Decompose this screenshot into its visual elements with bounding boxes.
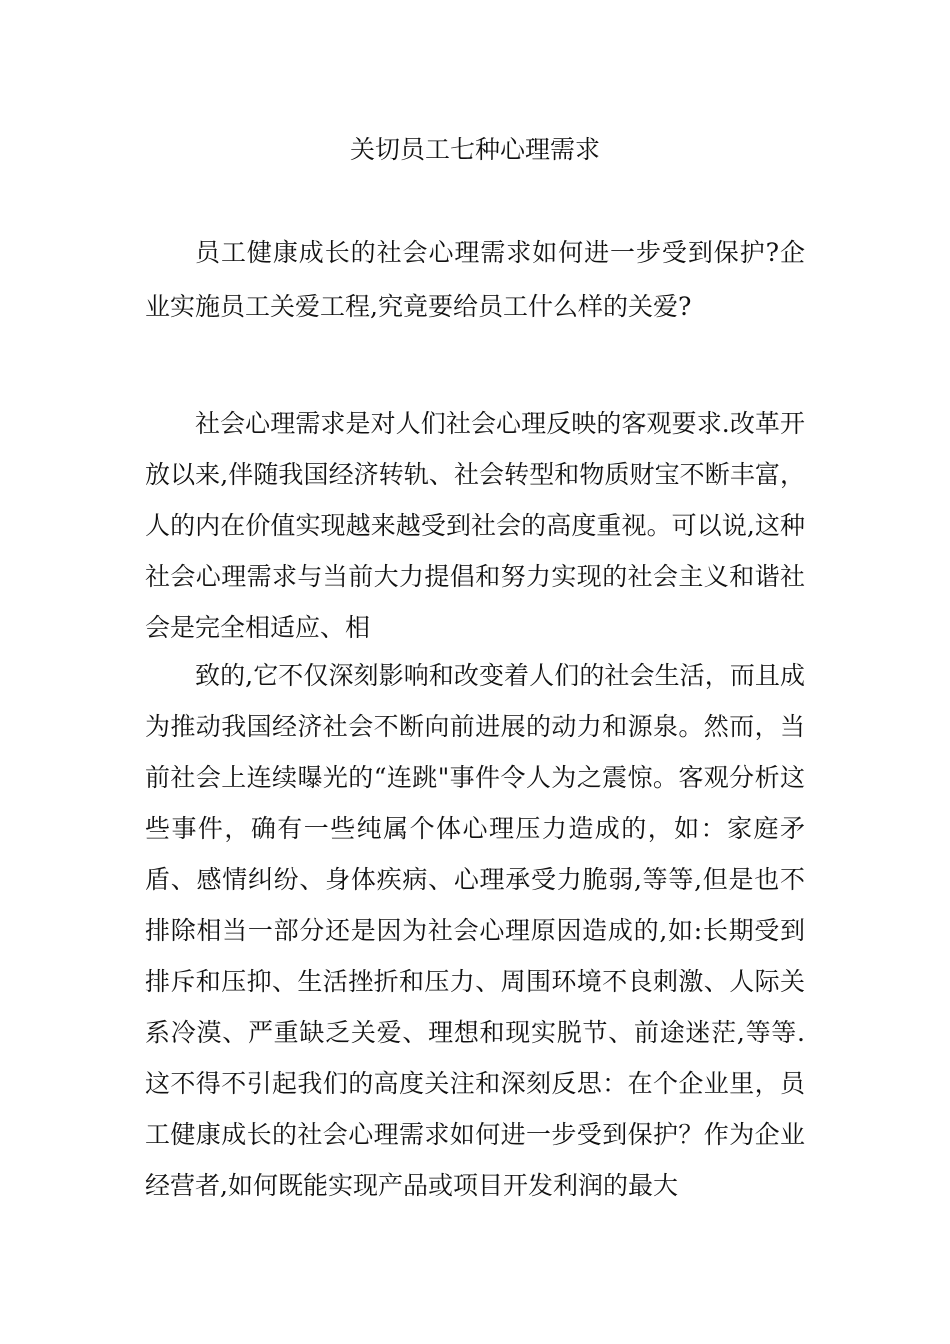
document-title: 关切员工七种心理需求	[349, 135, 600, 164]
paragraph-intro: 员工健康成长的社会心理需求如何进一步受到保护?企业实施员工关爱工程,究竟要给员工什么样的关爱?	[145, 238, 805, 321]
paragraph-events-analysis: 致的,它不仅深刻影响和改变着人们的社会生活，而且成为推动我国经济社会不断向前进展的动力和源泉。然而，当前社会上连续曝光的“连跳"事件令人为之震惊。客观分析这些事件，确有一些纯属个体心理压力造成的，如：家庭矛盾、感情纠纷、身体疾病、心理承受力脆弱,等等,但是也不排除相当一部分还是因为社会心理原因造成的,如:长期受到排斥和压抑、生活挫折和压力、周围环境不良刺激、人际关系冷漠、严重缺乏关爱、理想和现实脱节、前途迷茫,等等.这不得不引起我们的高度关注和深刻反思：在个企业里，员工健康成长的社会心理需求如何进一步受到保护？作为企业经营者,如何既能实现产品或项目开发利润的最大	[145, 661, 805, 1200]
paragraph-social-needs: 社会心理需求是对人们社会心理反映的客观要求.改革开放以来,伴随我国经济转轨、社会转型和物质财宝不断丰富，人的内在价值实现越来越受到社会的高度重视。可以说,这种社会心理需求与当前大力提倡和努力实现的社会主义和谐社会是完全相适应、相	[145, 409, 805, 642]
